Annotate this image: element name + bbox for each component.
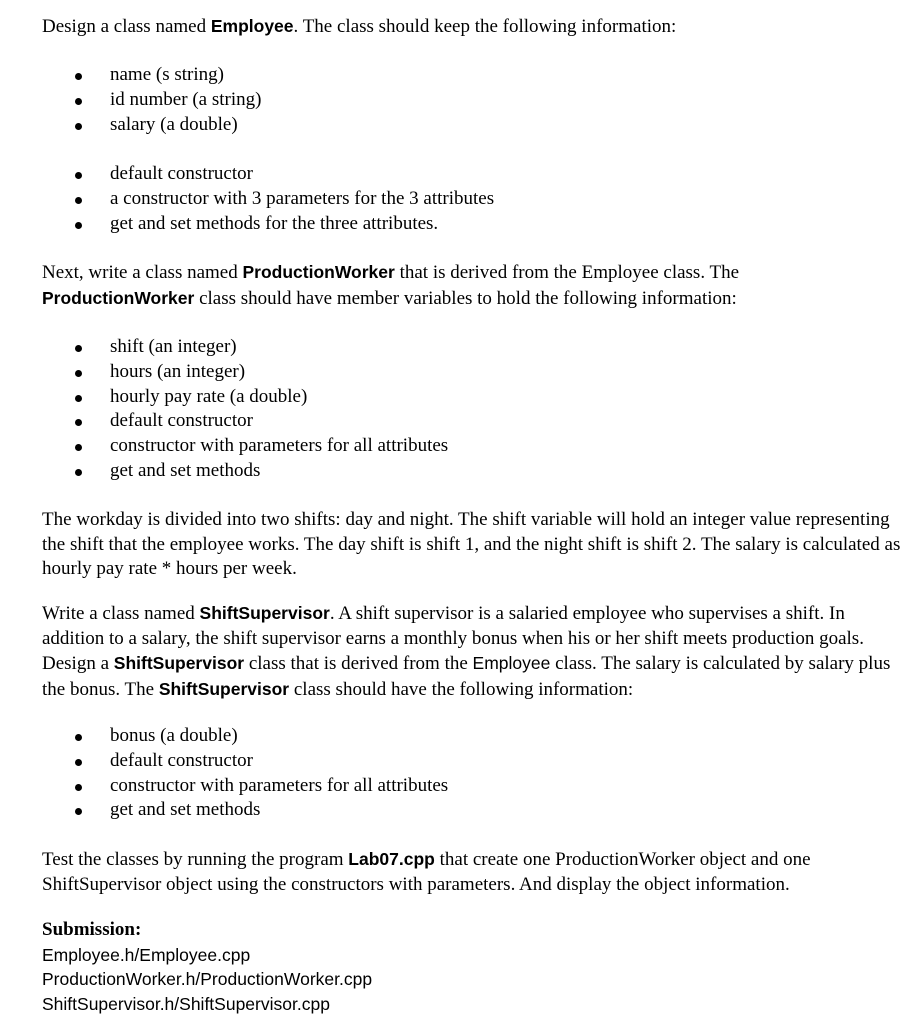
- list-item: constructor with parameters for all attributes: [0, 434, 921, 459]
- production-worker-class-name: ProductionWorker: [42, 287, 195, 308]
- shift-supervisor-class-name: ShiftSupervisor: [113, 653, 245, 673]
- employee-class-reference: Employee: [472, 653, 551, 673]
- paragraph-text: class. The salary is calculated by salary plus the bonus. The: [42, 653, 891, 700]
- list-item: bonus (a double): [0, 724, 921, 749]
- workday-paragraph: The workday is divided into two shifts: day and night. The shift variable will hold an integer value representing the shift that the employee works. The day shift is shift 1, and the night shift is shift 2. The salary is calculated as hourly pay rate * hours per week.: [42, 509, 901, 579]
- list-item: name (s string): [0, 63, 921, 88]
- paragraph-text: Next, write a class named: [42, 262, 243, 283]
- list-item: id number (a string): [0, 88, 921, 113]
- paragraph-text: class that is derived from the: [244, 653, 473, 674]
- list-item: default constructor: [0, 409, 921, 434]
- submission-file: Employee.h/Employee.cpp: [42, 944, 251, 965]
- employee-class-name: Employee: [210, 16, 294, 36]
- submission-file-list: [42, 943, 907, 1017]
- paragraph-text: Test the classes by running the program: [42, 849, 349, 870]
- submission-heading: Submission:: [42, 919, 142, 940]
- paragraph-text: class should have member variables to hold the following information:: [194, 287, 737, 309]
- shift-supervisor-class-name: ShiftSupervisor: [199, 603, 330, 623]
- paragraph-text: that is derived from the Employee class. The: [394, 262, 740, 283]
- production-worker-class-name: ProductionWorker: [242, 262, 395, 282]
- list-item: shift (an integer): [0, 335, 921, 360]
- lab-file-name: Lab07.cpp: [348, 849, 435, 869]
- employee-method-list: [0, 162, 921, 236]
- list-item: default constructor: [0, 749, 921, 774]
- list-item: hourly pay rate (a double): [0, 385, 921, 410]
- list-item: default constructor: [0, 162, 921, 187]
- paragraph-text: Write a class named: [42, 603, 200, 624]
- paragraph-text: class should have the following information:: [289, 678, 634, 700]
- list-item: salary (a double): [0, 113, 921, 138]
- paragraph-text: that create one ProductionWorker object and one ShiftSupervisor object using the constructors with parameters. And display the object information.: [42, 849, 811, 895]
- list-item: constructor with parameters for all attributes: [0, 774, 921, 799]
- intro-paragraph: [42, 14, 907, 40]
- employee-attribute-list: [0, 63, 921, 137]
- production-worker-list: [0, 335, 921, 484]
- intro-text: Design a class named: [42, 16, 211, 37]
- list-item: get and set methods: [0, 459, 921, 484]
- list-item: a constructor with 3 parameters for the 3 attributes: [0, 187, 921, 212]
- list-item: get and set methods: [0, 798, 921, 823]
- shift-supervisor-class-name: ShiftSupervisor: [158, 678, 290, 699]
- list-item: get and set methods for the three attributes.: [0, 212, 921, 237]
- shift-supervisor-list: [0, 724, 921, 823]
- production-worker-paragraph: [42, 260, 907, 311]
- submission-file: ProductionWorker.h/ProductionWorker.cpp: [42, 969, 373, 989]
- submission-file: ShiftSupervisor.h/ShiftSupervisor.cpp: [42, 993, 330, 1014]
- submission-section: [42, 918, 907, 1016]
- shift-supervisor-paragraph: [42, 601, 907, 702]
- paragraph-text: . A shift supervisor is a salaried employee who supervises a shift. In addition to a salary, the shift supervisor earns a monthly bonus when his or her shift meets production goals. Design a: [42, 603, 864, 674]
- test-paragraph: [42, 847, 907, 897]
- list-item: hours (an integer): [0, 360, 921, 385]
- intro-text-end: . The class should keep the following information:: [293, 16, 677, 37]
